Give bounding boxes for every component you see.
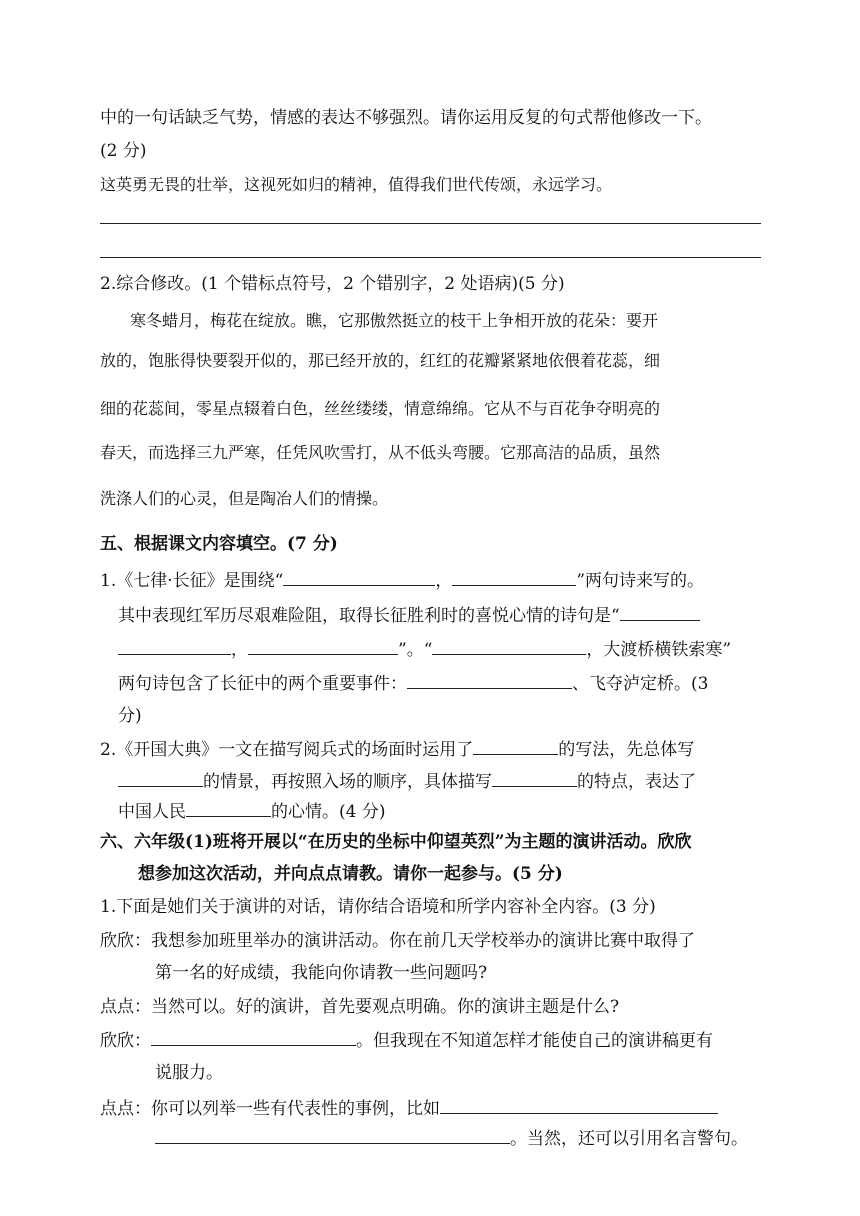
fill-blank[interactable] <box>248 637 398 655</box>
dialogue-line <box>155 1126 820 1150</box>
section6-heading-line2: 想参加这次活动，并向点点请教。请你一起参与。(5 分) <box>138 864 563 884</box>
fill-blank[interactable] <box>151 1028 356 1046</box>
section6-heading-line1: 六、六年级(1)班将开展以“在历史的坐标中仰望英烈”为主题的演讲活动。欣欣 <box>100 832 692 852</box>
s5-q1-text: ，大渡桥横铁索寒” <box>586 640 732 660</box>
q4-1-sentence: 这英勇无畏的壮举，这视死如归的精神，值得我们世代传颂，永远学习。 <box>100 175 613 194</box>
s5-q2-text: 的特点，表达了 <box>577 772 696 792</box>
s5-q1-text: ”。“ <box>398 640 433 660</box>
s5-q2-text: 的心情。(4 分) <box>271 802 386 822</box>
speaker-label: 欣欣： <box>100 931 151 951</box>
dialogue-continuation: 第一名的好成绩，我能向你请教一些问题吗? <box>155 963 488 983</box>
s5-q1-text: 1.《七律·长征》是围绕“ <box>100 571 284 591</box>
s5-q2-line1 <box>100 737 765 761</box>
q4-2-passage-line: 细的花蕊间，零星点辍着白色，丝丝缕缕，情意绵绵。它从不与百花争夺明亮的 <box>100 399 661 418</box>
q4-2-passage-line: 洗涤人们的心灵，但是陶冶人们的情操。 <box>100 489 389 508</box>
dialogue-line <box>100 930 765 952</box>
s6-q1-text: 1.下面是她们关于演讲的对话，请你结合语境和所学内容补全内容。(3 分) <box>100 897 656 917</box>
q4-2-title: 2.综合修改。(1 个错标点符号，2 个错别字，2 处语病)(5 分) <box>100 274 565 294</box>
s5-q2-text: 中国人民 <box>118 802 186 822</box>
dialogue-line <box>100 996 765 1018</box>
s5-q1-text: ， <box>435 571 453 591</box>
s5-q2-line2 <box>118 769 783 793</box>
dialogue-line <box>100 1028 765 1052</box>
fill-blank[interactable] <box>492 769 577 787</box>
fill-blank[interactable] <box>283 568 435 586</box>
fill-blank[interactable] <box>473 737 558 755</box>
q4-1-text-line1: 中的一句话缺乏气势，情感的表达不够强烈。请你运用反复的句式帮他修改一下。 <box>100 108 712 128</box>
s5-q2-text: 的情景，再按照入场的顺序，具体描写 <box>203 772 492 792</box>
s5-q1-text: ”两句诗来写的。 <box>576 571 705 591</box>
fill-blank[interactable] <box>407 671 572 689</box>
dialogue-text: 。但我现在不知道怎样才能使自己的演讲稿更有 <box>356 1031 713 1051</box>
s5-q2-text: 的写法，先总体写 <box>558 740 695 760</box>
dialogue-text: 。当然，还可以引用名言警句。 <box>510 1129 748 1149</box>
fill-blank[interactable] <box>440 1096 718 1114</box>
speaker-label: 点点： <box>100 1099 151 1119</box>
answer-line-1[interactable] <box>100 223 761 224</box>
fill-blank[interactable] <box>118 637 231 655</box>
dialogue-text: 你可以列举一些有代表性的事例，比如 <box>151 1099 440 1119</box>
fill-blank[interactable] <box>432 637 586 655</box>
q4-2-passage-line: 寒冬蜡月，梅花在绽放。瞧，它那傲然挺立的枝干上争相开放的花朵：要开 <box>130 311 659 330</box>
s5-q2-text: 2.《开国大典》一文在描写阅兵式的场面时运用了 <box>100 740 474 760</box>
s5-q1-line4 <box>118 671 783 695</box>
s5-q2-line3 <box>118 799 783 823</box>
q4-2-passage-line: 春天，而选择三九严寒，任凭风吹雪打，从不低头弯腰。它那高洁的品质，虽然 <box>100 443 661 462</box>
answer-line-2[interactable] <box>100 257 761 258</box>
section5-heading: 五、根据课文内容填空。(7 分) <box>100 534 338 554</box>
s5-q1-line2 <box>118 603 783 627</box>
q4-1-score: (2 分) <box>100 141 147 161</box>
s5-q1-text: 两句诗包含了长征中的两个重要事件： <box>118 674 407 694</box>
q4-2-passage-line: 放的，饱胀得快要裂开似的，那已经开放的，红红的花瓣紧紧地依偎着花蕊，细 <box>100 351 661 370</box>
dialogue-line <box>100 1096 765 1120</box>
dialogue-text: 当然可以。好的演讲，首先要观点明确。你的演讲主题是什么? <box>151 997 620 1017</box>
s5-q1-text: 、飞夺泸定桥。(3 <box>572 674 709 694</box>
speaker-label: 欣欣： <box>100 1031 151 1051</box>
fill-blank[interactable] <box>118 769 203 787</box>
s5-q1-line3 <box>118 637 783 661</box>
dialogue-continuation: 说服力。 <box>155 1063 223 1083</box>
s5-q1-line5: 分) <box>118 706 142 726</box>
s5-q1-text: 其中表现红军历尽艰难险阻，取得长征胜利时的喜悦心情的诗句是“ <box>118 606 620 626</box>
s5-q1-line1 <box>100 568 765 592</box>
fill-blank[interactable] <box>186 799 271 817</box>
fill-blank[interactable] <box>620 603 700 621</box>
speaker-label: 点点： <box>100 997 151 1017</box>
fill-blank[interactable] <box>452 568 576 586</box>
s5-q1-text: ， <box>231 640 248 660</box>
fill-blank[interactable] <box>155 1126 510 1144</box>
dialogue-text: 我想参加班里举办的演讲活动。你在前几天学校举办的演讲比赛中取得了 <box>151 931 695 951</box>
